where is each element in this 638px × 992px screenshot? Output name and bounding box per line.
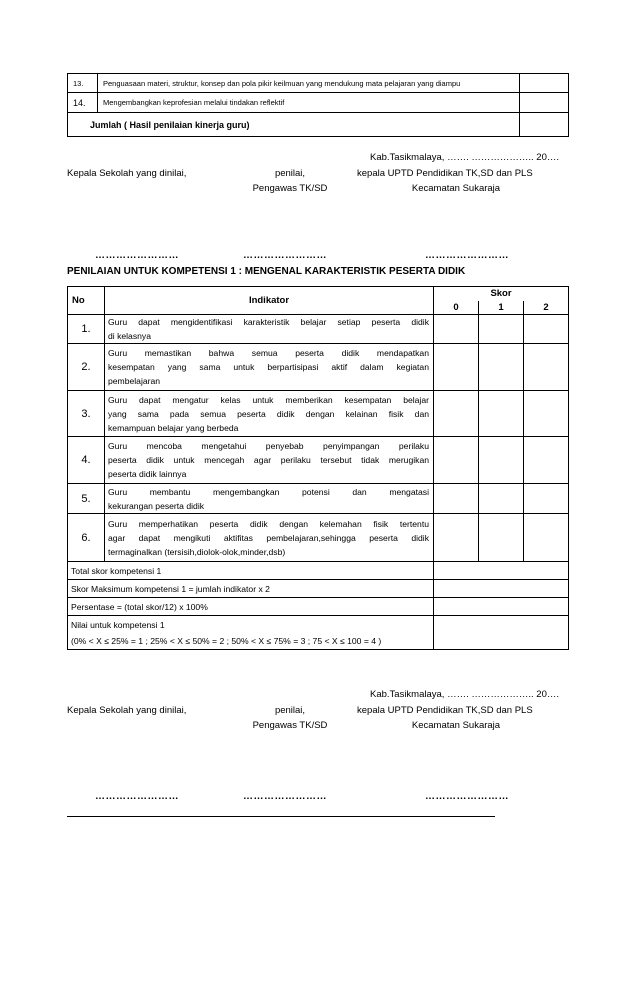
table-row (68, 93, 569, 113)
score-cell (479, 484, 524, 514)
indicator-line: kemampuan belajar yang berbeda (108, 422, 239, 433)
row-number: 5. (68, 484, 105, 514)
table-row (68, 391, 569, 437)
row-number: 13. (68, 74, 98, 93)
total-score-label: Total skor kompetensi 1 (68, 562, 434, 580)
table-row (68, 562, 569, 580)
row-description: Penguasaan materi, struktur, konsep dan pola pikir keilmuan yang mendukung mata pelajaran yang diampu (98, 74, 520, 93)
indicator-line: Guru dapat mengatur kelas untuk memberikan kesempatan belajar (108, 394, 429, 405)
indicator-line: agar dapat mengikuti aktifitas pembelajaran,sehingga peserta didik (108, 532, 429, 543)
indicator-line: kekurangan peserta didik (108, 500, 205, 511)
nilai-cell (434, 616, 569, 650)
header-row (68, 287, 569, 301)
score-cell (434, 391, 479, 437)
nilai-label (68, 616, 434, 650)
score-cell (524, 315, 569, 344)
header-no: No (68, 287, 105, 315)
table-row (68, 484, 569, 514)
header-score-0: 0 (434, 301, 479, 315)
indicator-line: yang sama pada semua peserta didik dengan kelainan fisik dan (108, 408, 429, 419)
table-row (68, 74, 569, 93)
total-score-cell (434, 562, 569, 580)
score-cell (479, 344, 524, 391)
indicator-text (105, 514, 434, 562)
bottom-divider (67, 816, 495, 817)
score-cell (520, 74, 569, 93)
indicator-line: Guru memperhatikan peserta didik dengan kelemahan fisik tertentu (108, 518, 429, 529)
indicator-line: Guru memastikan bahwa semua peserta didik mendapatkan (108, 348, 429, 358)
nilai-title: Nilai untuk kompetensi 1 (71, 619, 165, 630)
row-number: 6. (68, 514, 105, 562)
indicator-line: Guru mencoba mengetahui penyebab penyimpangan perilaku (108, 441, 429, 451)
signature-line: …………………… (425, 791, 509, 802)
score-cell (524, 391, 569, 437)
score-cell (479, 437, 524, 484)
table-row (68, 580, 569, 598)
competency-table (67, 286, 569, 650)
percentage-label: Persentase = (total skor/12) x 100% (68, 598, 434, 616)
indicator-line: Guru dapat mengidentifikasi karakteristik belajar setiap peserta didik (108, 317, 429, 327)
signer-assessor-title: Pengawas TK/SD (252, 183, 328, 194)
score-cell (434, 437, 479, 484)
signature-line: …………………… (243, 791, 327, 802)
table-row (68, 616, 569, 650)
score-cell (434, 514, 479, 562)
table-row (68, 113, 569, 137)
row-number: 14. (68, 93, 98, 113)
header-score-2: 2 (524, 301, 569, 315)
place-date: Kab.Tasikmalaya, ……. ……………….. 20…. (370, 689, 559, 700)
indicator-line: peserta didik untuk mencegah agar perilaku tersebut tidak merugikan (108, 455, 429, 465)
score-cell (479, 514, 524, 562)
signature-line: …………………… (243, 250, 327, 261)
signer-uptd-location: Kecamatan Sukaraja (411, 183, 501, 194)
indicator-text (105, 484, 434, 514)
signer-uptd-head: kepala UPTD Pendidikan TK,SD dan PLS (357, 168, 533, 179)
table-row (68, 344, 569, 391)
score-cell (524, 437, 569, 484)
total-label: Jumlah ( Hasil penilaian kinerja guru) (68, 113, 520, 137)
signer-uptd-location: Kecamatan Sukaraja (411, 720, 501, 731)
score-cell (524, 344, 569, 391)
signer-school-head: Kepala Sekolah yang dinilai, (67, 705, 187, 716)
indicator-line: termaginalkan (tersisih,diolok-olok,minder,dsb) (108, 546, 286, 557)
nilai-range: (0% < X ≤ 25% = 1 ; 25% < X ≤ 50% = 2 ; 50% < X ≤ 75% = 3 ; 75 < X ≤ 100 = 4 ) (71, 635, 382, 646)
indicator-text (105, 344, 434, 391)
signature-line: …………………… (425, 250, 509, 261)
indicator-line: peserta didik lainnya (108, 469, 187, 479)
score-cell (479, 315, 524, 344)
score-cell (434, 315, 479, 344)
score-cell (520, 93, 569, 113)
place-date: Kab.Tasikmalaya, ……. ……………….. 20…. (370, 152, 559, 163)
table-row (68, 315, 569, 344)
row-number: 2. (68, 344, 105, 391)
signer-uptd-head: kepala UPTD Pendidikan TK,SD dan PLS (357, 705, 533, 716)
signer-assessor-title: Pengawas TK/SD (252, 720, 328, 731)
header-indikator: Indikator (105, 287, 434, 315)
header-score-1: 1 (479, 301, 524, 315)
signer-school-head: Kepala Sekolah yang dinilai, (67, 168, 187, 179)
indicator-text (105, 437, 434, 484)
indicator-line: pembelajaran (108, 376, 161, 386)
score-cell (524, 514, 569, 562)
signature-line: …………………… (95, 791, 179, 802)
indicator-line: di kelasnya (108, 331, 151, 341)
indicator-text (105, 315, 434, 344)
signer-assessor: penilai, (274, 168, 306, 179)
score-cell (434, 344, 479, 391)
row-number: 3. (68, 391, 105, 437)
percentage-cell (434, 598, 569, 616)
indicator-text (105, 391, 434, 437)
score-cell (479, 391, 524, 437)
row-description: Mengembangkan keprofesian melalui tindakan reflektif (98, 93, 520, 113)
indicator-line: kesempatan yang sama untuk berpartisipasi aktif dalam kegiatan (108, 362, 429, 372)
indicator-line: Guru membantu mengembangkan potensi dan mengatasi (108, 486, 429, 497)
score-cell (524, 484, 569, 514)
max-score-label: Skor Maksimum kompetensi 1 = jumlah indikator x 2 (68, 580, 434, 598)
row-number: 1. (68, 315, 105, 344)
score-cell (520, 113, 569, 137)
table-row (68, 598, 569, 616)
table-row (68, 514, 569, 562)
signer-assessor: penilai, (274, 705, 306, 716)
signature-line: …………………… (95, 250, 179, 261)
section-title: PENILAIAN UNTUK KOMPETENSI 1 : MENGENAL KARAKTERISTIK PESERTA DIDIK (67, 266, 466, 277)
score-cell (434, 484, 479, 514)
previous-assessment-table (67, 73, 569, 137)
table-row (68, 437, 569, 484)
row-number: 4. (68, 437, 105, 484)
max-score-cell (434, 580, 569, 598)
header-skor: Skor (434, 287, 569, 301)
